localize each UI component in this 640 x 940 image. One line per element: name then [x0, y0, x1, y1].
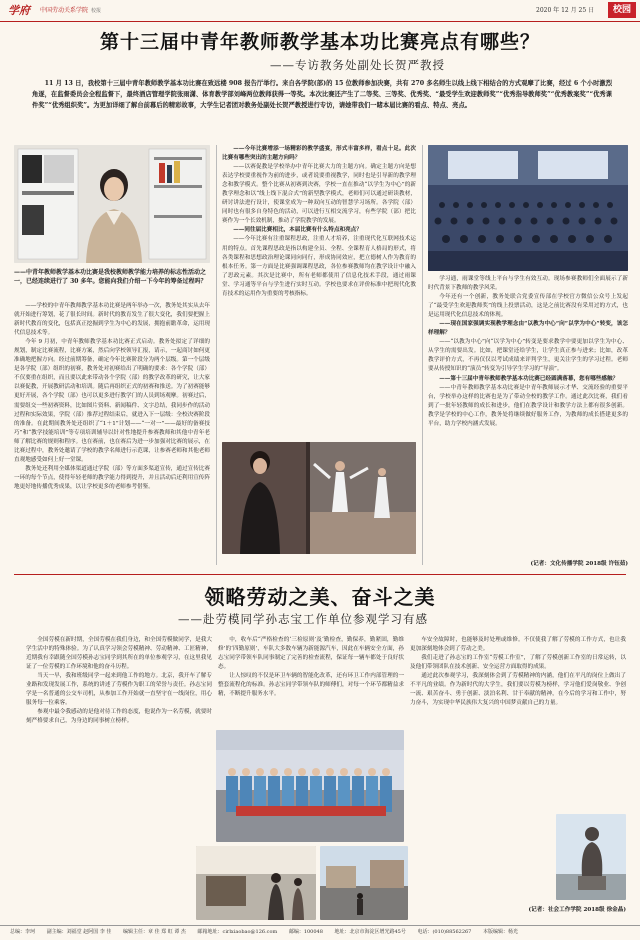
paragraph: 学习通，雨课堂等线上平台与学生有效互动。现场参赛教师们全面展示了新时代背景下教师的教学风采。: [428, 276, 628, 292]
paragraph: 车安全故障时，也能够及时处理或维修。不仅使我了解了劳模的工作方式，也让我更加深刻地体会到了劳动之美。: [410, 637, 626, 653]
footer-item: 邮箱地址：cirlxiaobao@126.com: [197, 929, 278, 935]
question: ——第十三届中青年教师教学基本功比赛已经圆满落幕，您有哪些感触？: [439, 375, 619, 382]
interview-photo: [14, 145, 210, 263]
question: ——今年比赛增添一场精彩的教学盛宴，形式丰富多样，看点十足。此次比赛有哪些突出的主题方向吗？: [222, 146, 416, 162]
article1-column-1: [14, 302, 210, 492]
group-photo: [216, 730, 404, 842]
street-photo: [320, 846, 408, 920]
footer-item: 电话：(010)88562267: [417, 929, 472, 935]
article1-lead: 11 月 13 日，我校第十三届中青年教师教学基本功比赛在致远楼 908 报告厅举行。来自各学院(部)的 15 位教师参加决赛，共有 270 多名师生以线上线下相结合的方式观摩了比赛，经过 6 个小时激烈角逐，在监督委员会全程监督下，最终酒店管理学院张雨潇、体育教学部刘峰两位教师获得一等奖。本次比赛还产生了二等奖、三等奖、优秀奖、“最受学生欢迎教师奖”“优秀指导教师奖”“优秀教案奖”“优秀课件奖”“优秀组织奖”。为更加详细了解台前幕后的精彩故事，大学生记者团对教务处副处长贺严教授进行专访，请她带我们一睹本届比赛的看点、特点、亮点。: [32, 80, 612, 110]
paragraph: 中，收车后“严格检查的‘三检原则’及‘勤检查，勤保养，勤紧固，勤维修’的‘四勤原则’，车队大多数车辆为新能源汽车，因此在车辆安全方面，孙志宝同学带领车队同事制定了完善的检查流程，保证每一辆车都处于良好状态。: [218, 637, 404, 671]
paragraph: 全国劳模在新时期，全国劳模在我们身边，和全国劳模做同学，是我大学生活中的特殊体验。为了认真学习领会劳模精神、劳动精神、工匠精神，近期我有幸跟随全国劳模孙志宝同学到其所在的单位参观学习，在这里我见证了一位劳模的工作环境和他的奋斗历程。: [26, 637, 212, 671]
workshop-photo-image: [196, 846, 316, 920]
article2-column-1: [26, 636, 212, 726]
paragraph: 今年还有一个创新，教务处联合党委宣传部在学校官方微信公众号上发起了“最受学生欢迎教师奖”的线上投票活动，这是之前比赛没有采用过的方式，也是运用现代化信息技术的体现。: [428, 294, 628, 319]
auditorium-photo-image: [428, 145, 628, 271]
article1-author: (记者：文化传播学院 2018级 许钰茹): [530, 561, 628, 567]
article2-title: 领略劳动之美、奋斗之美: [204, 585, 436, 609]
column-divider: [422, 145, 423, 565]
article2-author: (记者：社会工作学院 2018级 徐金晶): [528, 907, 626, 913]
footer-item: 本版编辑：杨光: [482, 929, 518, 935]
masthead-logo: 学府: [8, 4, 30, 17]
paragraph: 让人惊叹的不仅是环卫车辆的智能化改革，还有环卫工作内部管理的一整套流程化的标准。孙志宝同学带领车队的师傅们，对每一个环节都精益求精，不断提升服务水平。: [218, 673, 404, 698]
footer-item: 副主编：刘福堂 赵阿国 李 佳: [46, 929, 112, 935]
footer-bar: [0, 925, 640, 940]
paragraph: 教务处还利用全媒体渠道通过学院（部）等方面多渠道宣传，通过宣传比赛一环的每个节点，使得年轻老师的教学能力得到提升，并且活动后还利用宣传阵地更好地传播优秀成果，以让学校更多的老师参考借鉴。: [14, 465, 210, 490]
footer-item: 地址：北京市海淀区增光路45号: [334, 929, 406, 935]
masthead-paper: [40, 6, 101, 16]
answer: ——“以教为中心”向“以学为中心”转变是要求教学中要更加以学生为中心、从学生的需要出发。比如，把课堂还给学生，让学生真正参与进来；比如，改革教学评价方式，不再仅仅以考试成绩来评判学生，更关注学生的学习过程。老师要从传授知识的“演员”转变为引导学生学习的“导演”。: [428, 339, 628, 373]
footer-item: 邮编：100048: [288, 929, 323, 935]
statue-photo-image: [556, 814, 626, 900]
answer: ——今年比赛有注重课程思政，注重人才培养，注重现代化互联网技术运用的特点。首先课程思政是指以构建全员、全程、全课程育人格局的形式，将各类课程和思想政治理论课同向同行，形成协同效应，把立德树人作为教育的根本任务。第一方面是比赛强调课程思政，各位参赛教师均在教学设计中融入了思政元素。其次是比赛中，所有老师都使用了信息化技术手段，通过雨课堂、学习通等平台与学生进行实时互动。学校也要求在评价标准中把现代化教育技术的运用作为重要的考核指标。: [222, 236, 416, 297]
paragraph: 通过此次参观学习，我深刻体会到了劳模精神的内涵，他们在平凡的岗位上做出了不平凡的业绩。作为新时代的大学生，我们要以劳模为榜样，学习他们爱岗敬业、争创一流、艰苦奋斗、勇于创新、淡泊名利、甘于奉献的精神，在今后的学习和工作中，努力奋斗，为实现中华民族伟大复兴的中国梦贡献自己的力量。: [410, 673, 626, 707]
paragraph: 今年 9 月初，中青年教师教学基本功比赛正式启动。教务处拟定了详细的规划，制定比赛流程，比赛方案，然后向学校领导汇报，请示，一起商讨如何更准确地把握方向。经过前期筹备，确定今年比赛阶段分为两个层级。第一个层级是各学院（部）组织的初赛，教务处对初赛给出了明确的要求：各个学院（部）不仅要重在组织，而且要以此来带动各个学院（部）的教学改革的研究，让大家以赛促教，开展教研活动和培训。随后再组织正式的初赛和推送。为了初赛能够更好开展，各个学院（部）也可以更多进行教学门的人员到场观摩。初赛过后，需要组交一些初赛资料，比如图片资料、新闻稿件、文字总结，我同步作的活动过程和实际效果，学院（部）推荐过程结束后，就进入下一层级：全校决赛阶段的准备。在此期间教务处还组织了“1＋1”计划——“一对一”——最好的备赛技巧”和“教学技能培训”等专项培训辅导以针对性地提升参赛教师和其他中青年老师了解比赛的规则和程序。也在赛前，也在赛后为进一步加强对比赛的展示，在比赛过程中，教务处邀请了学校的教学名师进行示范课，让参赛老师和其他老师直观地感受如何上好一堂课。: [14, 339, 210, 463]
interview-photo-image: [14, 145, 210, 263]
article1-title: 第十三届中青年教师教学基本功比赛亮点有哪些？: [99, 31, 540, 53]
paragraph: 参观中最令我感动的是他对待工作的态度，他说作为一名劳模，就要时刻严格要求自己，为身边的同事树立榜样。: [26, 709, 212, 725]
dance-photo-image: [222, 442, 416, 554]
article1-column-2: [222, 145, 416, 299]
answer: ——以赛促教是学校举办中青年比赛大力的主题方向。确定主题方向是想表达学校要重视作为前的进步，或者说要重视教学，同时也是引导新的教学理念和教学模式。整个比赛从初赛到决赛，学校一直在推动“以学生为中心”的新教学理念和以“线上线下混合式”的新型教学模式，老师们可以通过研读教材，研讨讲法进行设计，使课堂成为一种双向互动的智慧学习场所。各学院（部）同时也有很多自身特色的活动，可以进行互相交流学习，有些学院（部）把比赛作为一个长效机制，推动了学院教学的发展。: [222, 164, 416, 225]
article2-column-3: [410, 636, 626, 708]
section-divider: [14, 574, 626, 575]
article2-subtitle: ——赴劳模同学孙志宝工作单位参观学习有感: [178, 612, 428, 626]
article2-column-2: [218, 636, 404, 699]
question: ——现在国家强调实现教学理念由“以教为中心”向“以学为中心”转变，该怎样理解？: [428, 321, 628, 337]
article1-column-3: [428, 275, 628, 429]
footer-item: 总编：李珂: [10, 929, 36, 935]
workshop-photo: [196, 846, 316, 920]
dance-photo: [222, 442, 416, 554]
paper-name: 中国劳动关系学院: [40, 7, 89, 14]
paragraph: 当天一早，我和班级同学一起来到他工作的地方。北京，我开车了解专业路和发现发展工作，系统的讲述了劳模作为职工的荣誉与责任。孙志宝同学是一名普通的公交车司机，从参加工作开始就一直坚守在一线岗位，用心服务每一位乘客。: [26, 673, 212, 707]
paragraph: 我们走进了孙志宝的工作室“劳模工作室”，了解了劳模创新工作室的日常运转，以及他们带领团队在技术创新、安全运营方面取得的成果。: [410, 655, 626, 671]
column-divider: [216, 145, 217, 565]
question: ——同往届比赛相比，本届比赛有什么特点和亮点？: [233, 227, 362, 234]
article1-photo-caption: ——中青年教师教学基本功比赛是我校教师教学能力培养的标志性活动之一，已经连续进行了 30 多年。您能向我们介绍一下今年的筹备过程吗？: [14, 269, 207, 286]
group-photo-image: [216, 730, 404, 842]
answer: ——中青年教师教学基本功比赛是中青年教师展示才华、交流经验的重要平台，学校举办这样的比赛也是为了带动全校的教学工作。通过此次比赛，我们看到了一批年轻教师的成长和进步，他们在教学设计和教学方法上都有很多创新。教学是学校的中心工作，教务处将继续做好服务工作，为教师的成长搭建更多的平台，助力学校内涵式发展。: [428, 384, 628, 427]
statue-photo: [556, 814, 626, 900]
street-photo-image: [320, 846, 408, 920]
column-badge: 校园: [608, 2, 636, 18]
auditorium-photo: [428, 145, 628, 271]
article1-subtitle: ——专访教务处副处长贺严教授: [270, 58, 445, 72]
issue-date: 2020 年 12 月 25 日: [536, 7, 595, 14]
paragraph: ——学校的中青年教师教学基本功比赛是两年举办一次，教务处其实从去年就开始进行筹划，花了很长时间。新时代的教育发生了很大变化，我们要把握上新时代教育的变化，包括真正挖掘到学生为中心的发展，拥抱前瞻革命，运用现代信息技术等。: [14, 303, 210, 337]
footer-item: 编辑主任：章 佳 郑 虹 谭 杰: [122, 929, 186, 935]
edition-label: 校报: [91, 8, 102, 14]
